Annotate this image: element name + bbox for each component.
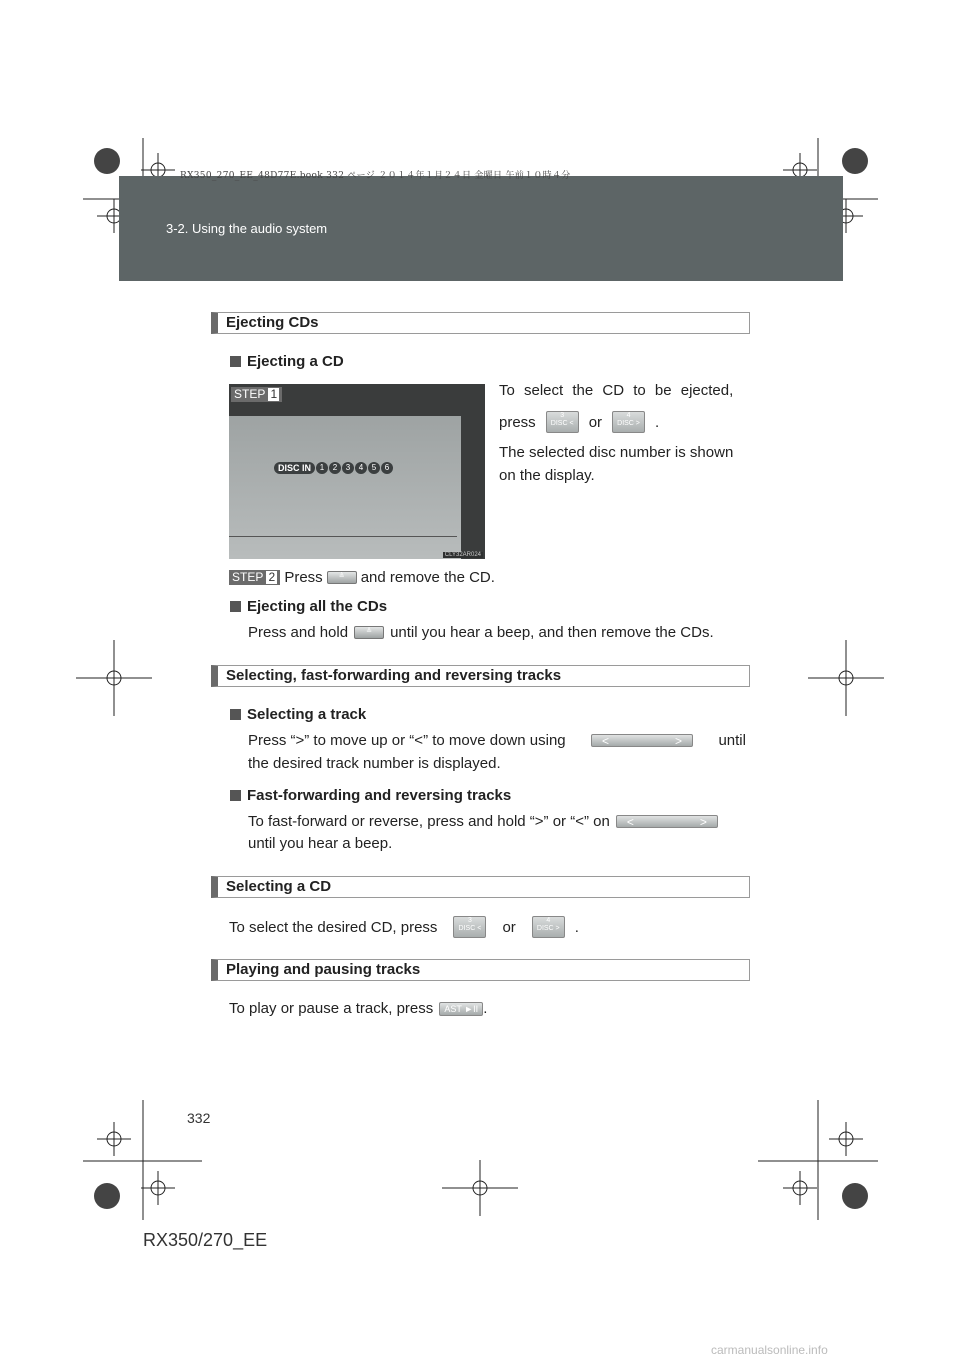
fast-forward-line1: To fast-forward or reverse, press and hold “>” or “<” on < > [248,813,718,830]
fast-forward-line2: until you hear a beep. [248,835,393,852]
cd-display-illustration [229,384,485,559]
section-title: 3-2. Using the audio system [166,221,328,236]
ast-play-pause-button: AST ►II [439,1002,483,1016]
eject-button-icon: ≜ [354,626,384,639]
selecting-cd-heading: Selecting a CD [211,876,750,898]
disc-minus-button: 3 DISC < [546,411,579,433]
disc-5-icon: 5 [368,462,380,474]
select-cd-line: To select the desired CD, press 3 DISC < or 4 DISC > . [229,916,579,938]
play-pause-line: To play or pause a track, press AST ►II . [229,1000,488,1017]
print-info-line: RX350_270_EE_48D77E.book 332 ページ ２０１４年１月２４日 金曜日 午前１０時４分 [180,171,571,181]
figure-code: CLY32AR024 [444,552,481,558]
selecting-track-subheading: Selecting a track [230,706,366,723]
display-note-line1: The selected disc number is shown [499,444,734,461]
disc-6-icon: 6 [381,462,393,474]
disc-4-icon: 4 [355,462,367,474]
playing-pausing-heading: Playing and pausing tracks [211,959,750,981]
eject-all-instruction: Press and hold ≜ until you hear a beep, and then remove the CDs. [248,624,714,641]
select-cd-instruction: To select the CD to be ejected, [499,382,734,399]
square-bullet-icon [230,709,241,720]
disc-1-icon: 1 [316,462,328,474]
select-track-line1: Press “>” to move up or “<” to move down using < > until [248,732,746,749]
disc-3-icon: 3 [342,462,354,474]
step-1-badge: STEP 1 [231,386,282,404]
select-track-line2: the desired track number is displayed. [248,755,501,772]
page-number: 332 [187,1110,211,1126]
square-bullet-icon [230,356,241,367]
model-footer: RX350/270_EE [143,1230,268,1250]
ejecting-a-cd-subheading: Ejecting a CD [230,353,344,370]
display-note-line2: on the display. [499,467,595,484]
disc-plus-button: 4 DISC > [612,411,645,433]
step-2-line: STEP 2 Press ≜ and remove the CD. [229,569,495,586]
ejecting-all-cds-subheading: Ejecting all the CDs [230,598,387,615]
press-disc-buttons-line: press 3 DISC < or 4 DISC > . [499,411,659,433]
watermark: carmanualsonline.info [711,1343,828,1357]
disc-plus-button: 4 DISC > [532,916,565,938]
tracks-heading: Selecting, fast-forwarding and reversing tracks [211,665,750,687]
disc-2-icon: 2 [329,462,341,474]
disc-in-indicator: DISC IN 1 2 3 4 5 6 [274,462,393,474]
eject-button-icon: ≜ [327,571,357,584]
square-bullet-icon [230,790,241,801]
disc-minus-button: 3 DISC < [453,916,486,938]
seek-track-button: < > [591,734,693,747]
fast-forward-subheading: Fast-forwarding and reversing tracks [230,787,511,804]
ejecting-cds-heading: Ejecting CDs [211,312,750,334]
step-2-badge: STEP 2 [229,570,280,585]
seek-track-button: < > [616,815,718,828]
square-bullet-icon [230,601,241,612]
